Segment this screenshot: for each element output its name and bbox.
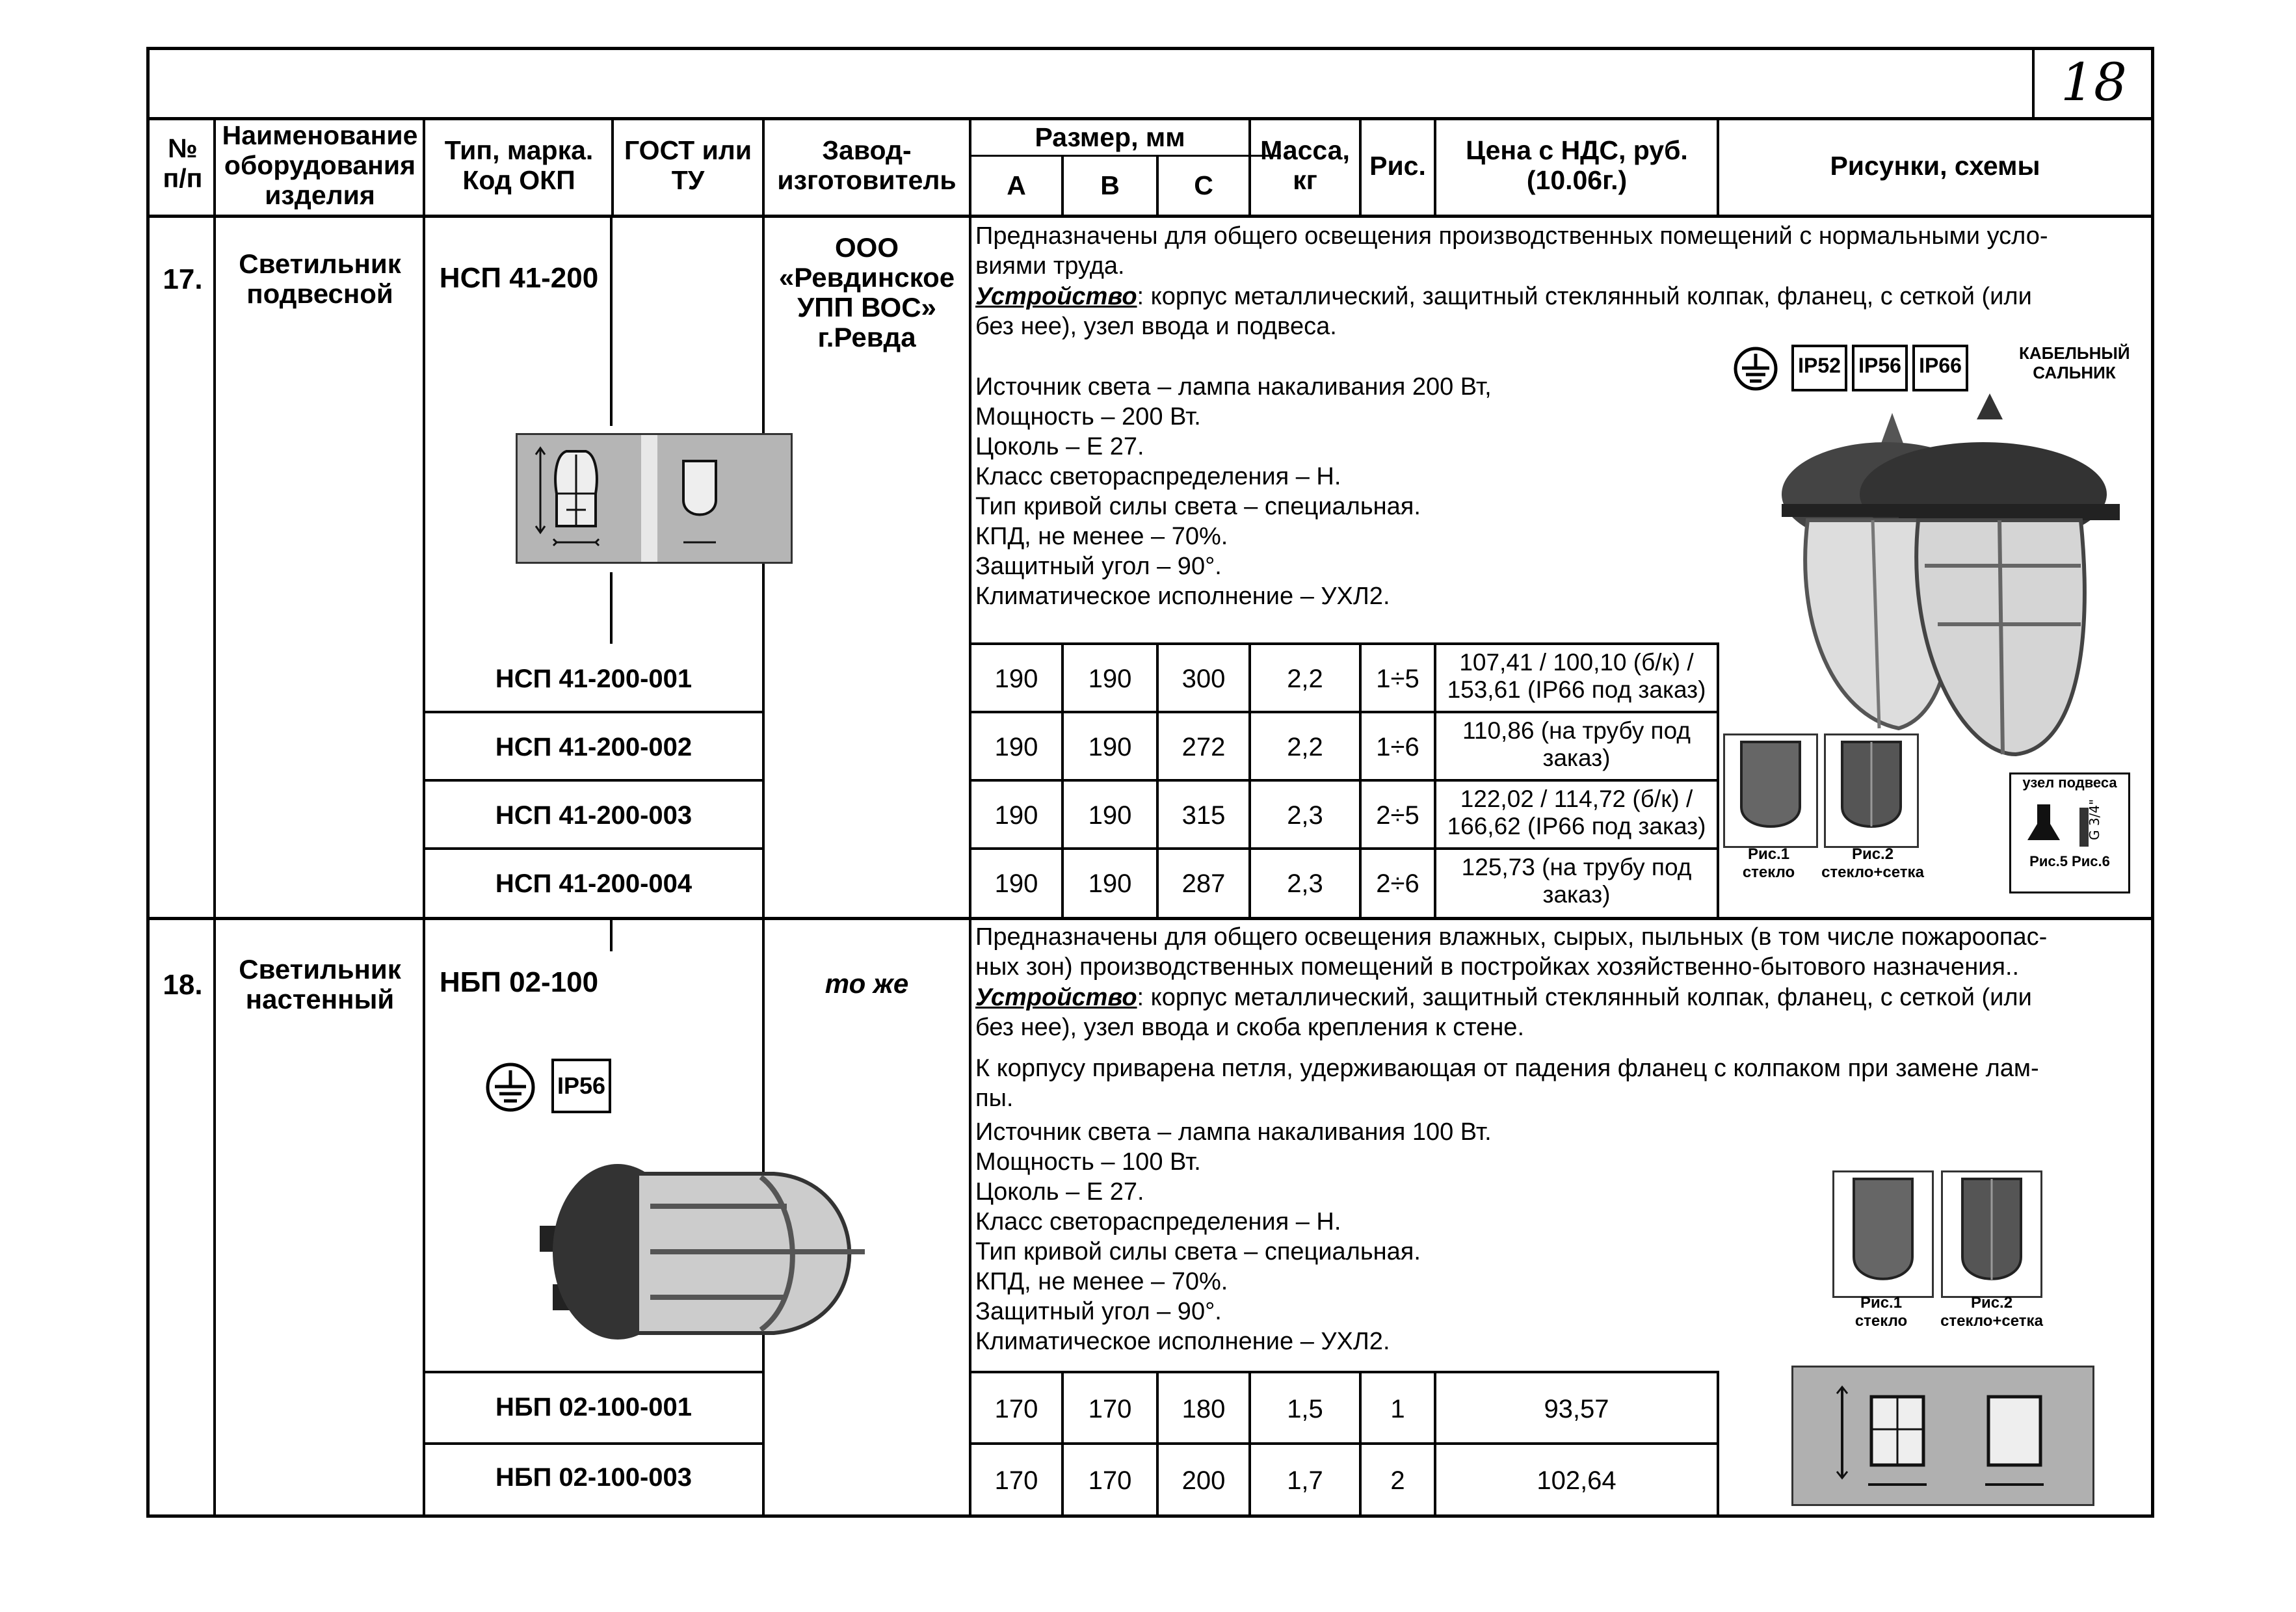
item18-fig1-image — [1832, 1170, 1934, 1298]
spec-line: Класс светораспределения – Н. — [975, 463, 1341, 490]
cell-fig: 2÷5 — [1376, 801, 1419, 830]
spec-line: Климатическое исполнение – УХЛ2. — [975, 583, 1390, 610]
svg-text:G 3/4": G 3/4" — [2087, 799, 2102, 840]
item17-device — [975, 282, 2149, 311]
item18-num: 18. — [163, 969, 203, 1001]
spec-line: Класс светораспределения – Н. — [975, 1208, 1341, 1235]
cell-price — [1436, 717, 1717, 772]
ground-icon — [484, 1061, 536, 1113]
cell-mass: 2,3 — [1287, 869, 1323, 898]
cell-b: 170 — [1088, 1466, 1132, 1495]
cell-b: 170 — [1088, 1395, 1132, 1423]
item17-desc-line2: виями труда. — [975, 252, 1125, 280]
price-line: 110,86 (на трубу под — [1462, 717, 1691, 744]
item18-fig1-caption: Рис.1 стекло — [1854, 1294, 1908, 1330]
item18-note1: К корпусу приварена петля, удерживающая от падения фланец с колпаком при замене лам- — [975, 1055, 2039, 1082]
item17-name: Светильник подвесной — [239, 248, 401, 309]
cell-a: 190 — [994, 801, 1038, 830]
header-gost: ГОСТ или ТУ — [624, 135, 752, 195]
item17-scheme-image — [516, 433, 793, 564]
header-a: А — [1007, 170, 1026, 200]
ip56-badge: IP56 — [1852, 345, 1908, 391]
table-row-type: НБП 02-100-003 — [495, 1463, 693, 1492]
item17-fig2-image — [1824, 733, 1919, 848]
mount-fig-caption: Рис.5 Рис.6 — [2029, 853, 2110, 869]
header-fig: Рис. — [1369, 151, 1426, 181]
item18-desc-line1: Предназначены для общего освещения влажных, сырых, пыльных (в том числе пожароопас- — [975, 923, 2048, 951]
header-price: Цена с НДС, руб. (10.06г.) — [1466, 135, 1688, 195]
item18-device — [975, 983, 2149, 1012]
spec-line: Мощность – 200 Вт. — [975, 403, 1201, 430]
table-row-type: НСП 41-200-003 — [495, 801, 693, 830]
item18-fig2-caption: Рис.2 стекло+сетка — [1940, 1294, 2043, 1330]
table-row-type: НСП 41-200-001 — [495, 665, 693, 693]
cell-a: 170 — [994, 1395, 1038, 1423]
cell-fig: 1÷5 — [1376, 665, 1419, 693]
spec-line: Тип кривой силы света – специальная. — [975, 1238, 1421, 1265]
price-line: 153,61 (IP66 под заказ) — [1447, 676, 1706, 703]
item18-device-text1: : корпус металлический, защитный стеклянный колпак, фланец, с сеткой (или — [1137, 984, 2032, 1011]
cell-price — [1436, 854, 1717, 908]
cell-a: 170 — [994, 1466, 1038, 1495]
cell-price — [1436, 649, 1717, 704]
mount-label: узел подвеса — [2022, 774, 2117, 791]
cell-fig: 2 — [1390, 1466, 1405, 1495]
header-drawings: Рисунки, схемы — [1830, 151, 2040, 181]
cell-c: 287 — [1181, 869, 1226, 898]
item17-specs — [975, 372, 1492, 611]
price-line: 166,62 (IP66 под заказ) — [1447, 813, 1706, 839]
page-number: 18 — [2061, 52, 2127, 112]
header-c: С — [1194, 170, 1213, 200]
item18-desc-line2: ных зон) производственных помещений в постройках хозяйственно-бытового назначения.. — [975, 953, 2020, 981]
cell-c: 200 — [1181, 1466, 1226, 1495]
item17-desc-line1: Предназначены для общего освещения производственных помещений с нормальными усло- — [975, 222, 2048, 250]
spec-line: Источник света – лампа накаливания 100 Вт. — [975, 1118, 1492, 1146]
item18-name: Светильник настенный — [239, 954, 401, 1014]
item17-maker: ООО «Ревдинское УПП ВОС» г.Ревда — [778, 232, 955, 352]
item17-device-text2: без нее), узел ввода и подвеса. — [975, 313, 1337, 340]
price-line: 125,73 (на трубу под — [1461, 854, 1692, 880]
item18-lamp-photo — [527, 1154, 891, 1349]
cell-b: 190 — [1088, 801, 1132, 830]
table-row-type: НБП 02-100-001 — [495, 1393, 693, 1421]
cell-a: 190 — [994, 733, 1038, 761]
cell-c: 300 — [1181, 665, 1226, 693]
cell-mass: 1,5 — [1287, 1395, 1323, 1423]
spec-line: Защитный угол – 90°. — [975, 1298, 1222, 1325]
spec-line: Источник света – лампа накаливания 200 Вт, — [975, 373, 1492, 401]
item17-type: НСП 41-200 — [439, 262, 599, 294]
item18-fig2-image — [1941, 1170, 2042, 1298]
item18-type: НБП 02-100 — [439, 966, 599, 998]
header-maker: Завод-изготовитель — [777, 135, 957, 195]
cell-mass: 2,2 — [1287, 733, 1323, 761]
header-num: № п/п — [163, 133, 203, 193]
cell-mass: 1,7 — [1287, 1466, 1323, 1495]
cell-fig: 2÷6 — [1376, 869, 1419, 898]
cell-a: 190 — [994, 665, 1038, 693]
spec-line: Климатическое исполнение – УХЛ2. — [975, 1328, 1390, 1355]
item17-lamp-photo — [1769, 377, 2133, 767]
cell-b: 190 — [1088, 869, 1132, 898]
item17-fig1-image — [1723, 733, 1818, 848]
cell-mass: 2,2 — [1287, 665, 1323, 693]
item17-mount-box — [2009, 773, 2130, 893]
cell-price: 102,64 — [1537, 1466, 1616, 1495]
item17-num: 17. — [163, 263, 203, 295]
item17-device-text1: : корпус металлический, защитный стеклянный колпак, фланец, с сеткой (или — [1137, 283, 2032, 310]
price-line: заказ) — [1542, 881, 1611, 908]
table-row-type: НСП 41-200-002 — [495, 733, 693, 761]
spec-line: КПД, не менее – 70%. — [975, 1268, 1228, 1295]
cell-b: 190 — [1088, 733, 1132, 761]
item17-device-label: Устройство — [975, 283, 1137, 310]
item18-specs — [975, 1117, 1492, 1356]
spec-line: Цоколь – Е 27. — [975, 1178, 1144, 1206]
cell-a: 190 — [994, 869, 1038, 898]
item18-device-label: Устройство — [975, 984, 1137, 1011]
item17-fig2-caption: Рис.2 стекло+сетка — [1821, 845, 1924, 881]
header-size: Размер, мм — [1035, 122, 1185, 152]
item18-note2: пы. — [975, 1085, 1014, 1112]
price-line: 107,41 / 100,10 (б/к) / — [1459, 649, 1694, 676]
cell-fig: 1 — [1390, 1395, 1405, 1423]
cell-price: 93,57 — [1544, 1395, 1609, 1423]
cell-fig: 1÷6 — [1376, 733, 1419, 761]
cell-c: 272 — [1181, 733, 1226, 761]
item17-fig1-caption: Рис.1 стекло — [1742, 845, 1795, 881]
header-type: Тип, марка. Код ОКП — [444, 135, 594, 195]
header-mass: Масса, кг — [1260, 135, 1350, 195]
spec-line: Тип кривой силы света – специальная. — [975, 493, 1421, 520]
item18-device-text2: без нее), узел ввода и скоба крепления к стене. — [975, 1014, 1524, 1041]
cell-b: 190 — [1088, 665, 1132, 693]
price-line: 122,02 / 114,72 (б/к) / — [1460, 786, 1693, 812]
header-name: Наименование оборудования изделия — [222, 120, 418, 210]
spec-line: Защитный угол – 90°. — [975, 553, 1222, 580]
item18-maker: то же — [825, 968, 909, 999]
cable-gland-label: КАБЕЛЬНЫЙ САЛЬНИК — [2019, 343, 2130, 382]
ip66-badge: IP66 — [1912, 345, 1968, 391]
cell-mass: 2,3 — [1287, 801, 1323, 830]
spec-line: Цоколь – Е 27. — [975, 433, 1144, 460]
cell-c: 315 — [1181, 801, 1226, 830]
cell-c: 180 — [1181, 1395, 1226, 1423]
header-b: В — [1100, 170, 1120, 200]
spec-line: Мощность – 100 Вт. — [975, 1148, 1201, 1176]
spec-line: КПД, не менее – 70%. — [975, 523, 1228, 550]
ip56-badge: IP56 — [551, 1059, 611, 1113]
price-line: заказ) — [1542, 745, 1611, 771]
ip52-badge: IP52 — [1791, 345, 1847, 391]
cell-price — [1436, 786, 1717, 840]
table-row-type: НСП 41-200-004 — [495, 869, 693, 898]
item18-scheme-image — [1791, 1366, 2094, 1506]
